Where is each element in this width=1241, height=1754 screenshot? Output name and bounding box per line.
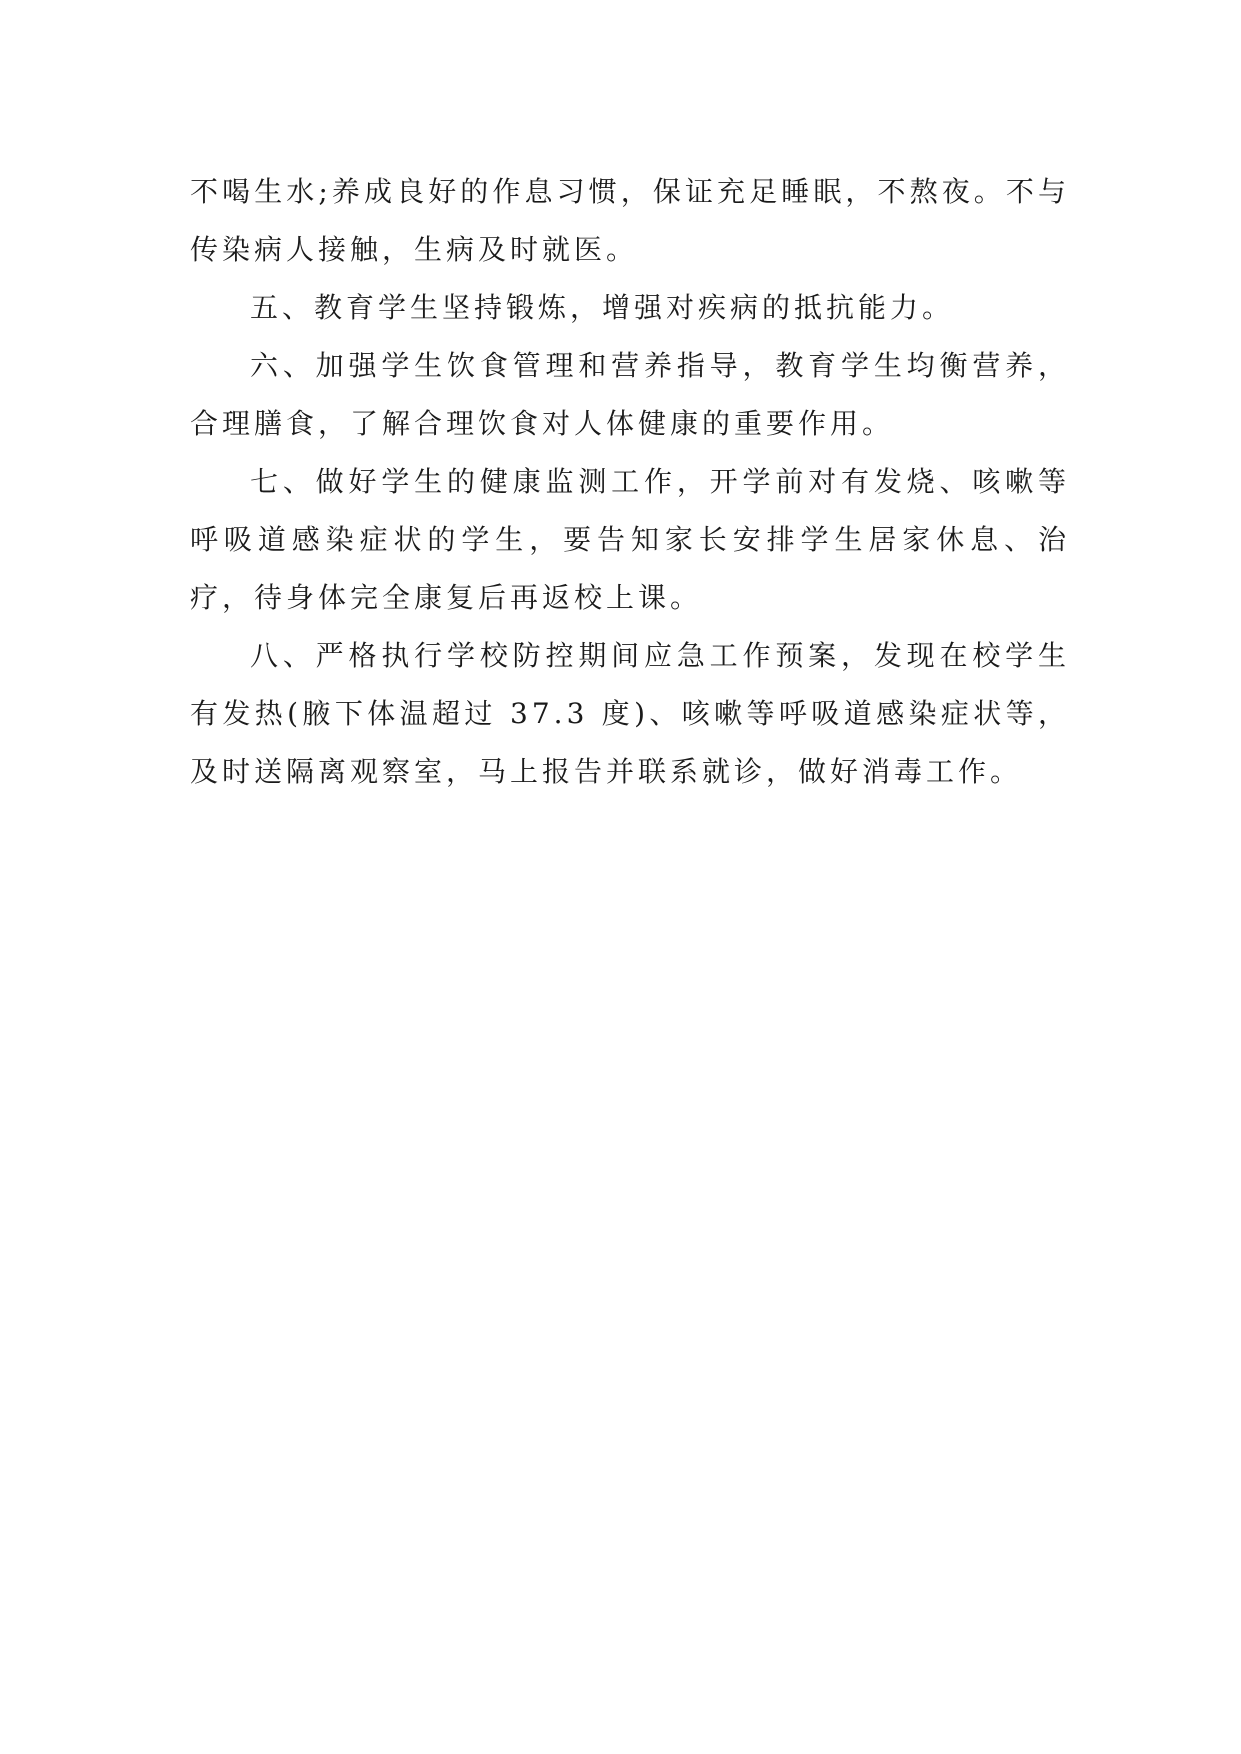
paragraph-item-7: 七、做好学生的健康监测工作，开学前对有发烧、咳嗽等呼吸道感染症状的学生，要告知家长安排学生居家休息、治疗，待身体完全康复后再返校上课。 — [190, 465, 1070, 614]
paragraph-continuation: 不喝生水;养成良好的作息习惯，保证充足睡眠，不熬夜。不与传染病人接触，生病及时就医。 — [190, 175, 1070, 266]
paragraph-item-8: 八、严格执行学校防控期间应急工作预案，发现在校学生有发热(腋下体温超过 37.3 度)、咳嗽等呼吸道感染症状等，及时送隔离观察室，马上报告并联系就诊，做好消毒工作。 — [190, 639, 1070, 788]
paragraph-item-5: 五、教育学生坚持锻炼，增强对疾病的抵抗能力。 — [250, 291, 955, 324]
document-body — [190, 163, 1070, 801]
paragraph-item-6: 六、加强学生饮食管理和营养指导，教育学生均衡营养，合理膳食，了解合理饮食对人体健康的重要作用。 — [190, 349, 1070, 440]
